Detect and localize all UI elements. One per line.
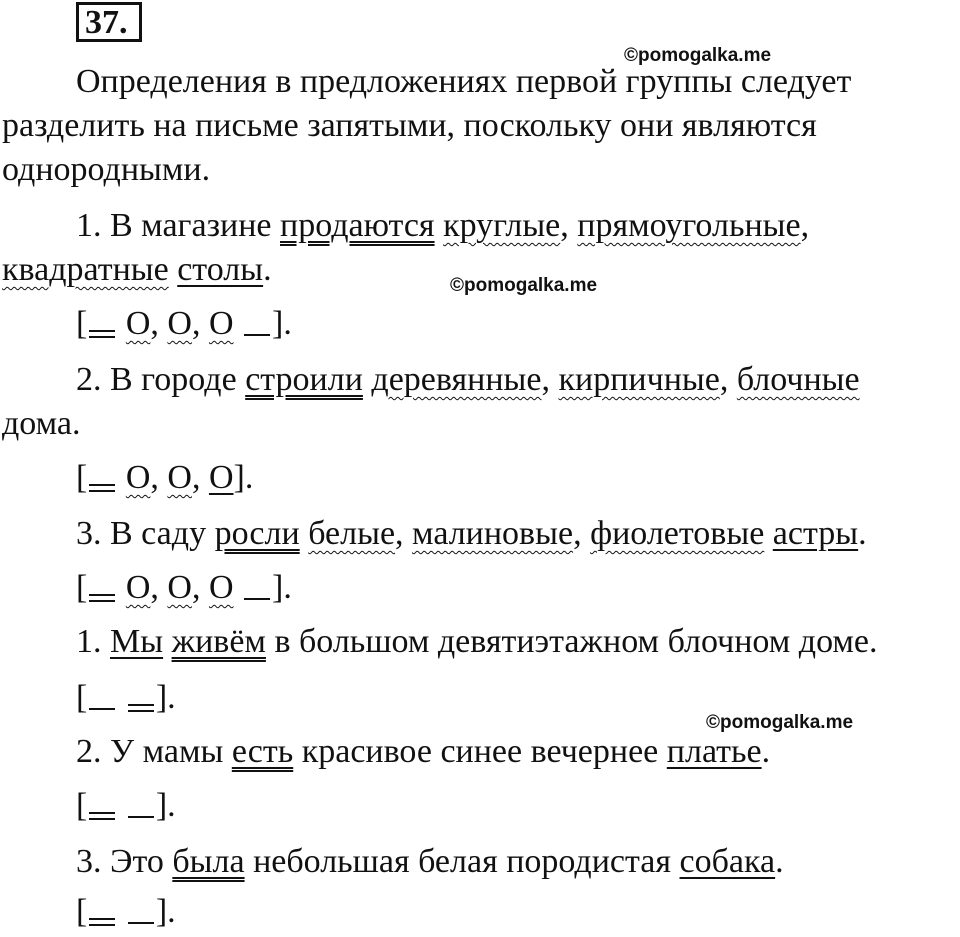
predicate-blank bbox=[87, 314, 117, 334]
predicate: есть bbox=[231, 733, 294, 770]
attribute: кирпичные bbox=[558, 361, 720, 398]
watermark: ©pomogalka.me bbox=[624, 45, 772, 66]
scheme-attribute: О bbox=[208, 305, 234, 342]
sentence-1-1-line-1 bbox=[76, 206, 809, 246]
exercise-number: 37. bbox=[76, 2, 142, 42]
text: , bbox=[191, 459, 209, 496]
predicate-blank bbox=[87, 796, 117, 816]
scheme-1-1 bbox=[76, 304, 292, 344]
bracket: ]. bbox=[233, 459, 254, 496]
text: , bbox=[191, 569, 209, 606]
subject-blank bbox=[126, 902, 156, 922]
text bbox=[300, 515, 309, 552]
text: . bbox=[775, 843, 784, 880]
predicate-blank bbox=[126, 688, 156, 708]
text: , bbox=[150, 569, 168, 606]
attribute: круглые bbox=[443, 207, 561, 244]
sentence-2-3 bbox=[76, 842, 784, 882]
scheme-attribute: О bbox=[167, 569, 192, 606]
predicate-blank bbox=[87, 902, 117, 922]
subject-blank bbox=[126, 796, 156, 816]
subject-blank bbox=[87, 688, 117, 708]
predicate: живём bbox=[171, 623, 266, 660]
text: , bbox=[395, 515, 413, 552]
subject: Мы bbox=[110, 623, 164, 660]
text: , bbox=[541, 361, 559, 398]
text: небольшая белая породистая bbox=[244, 843, 680, 880]
subject: собака bbox=[679, 843, 776, 880]
scheme-1-2 bbox=[76, 458, 253, 498]
scheme-2-2 bbox=[76, 786, 176, 826]
attribute: белые bbox=[308, 515, 396, 552]
subject-blank bbox=[242, 578, 272, 598]
text: 3. Это bbox=[76, 843, 173, 880]
attribute: фиолетовые bbox=[590, 515, 765, 552]
watermark: ©pomogalka.me bbox=[450, 275, 598, 296]
text: , bbox=[560, 207, 578, 244]
text bbox=[764, 515, 773, 552]
predicate: продаются bbox=[280, 207, 435, 244]
predicate-blank bbox=[87, 578, 117, 598]
bracket: ]. bbox=[272, 305, 292, 342]
scheme-attribute: О bbox=[167, 459, 192, 496]
sentence-1-1-line-2 bbox=[2, 250, 272, 290]
scheme-attribute: О bbox=[125, 305, 151, 342]
subject: дома bbox=[2, 405, 73, 442]
predicate: была bbox=[172, 843, 245, 880]
attribute: малиновые bbox=[412, 515, 574, 552]
text: 2. В городе bbox=[76, 361, 246, 398]
attribute: квадратные bbox=[2, 251, 169, 288]
text: , bbox=[573, 515, 591, 552]
intro-line-3: однородными. bbox=[2, 151, 211, 188]
text: , bbox=[719, 361, 737, 398]
watermark: ©pomogalka.me bbox=[706, 712, 854, 733]
scheme-1-3 bbox=[76, 568, 292, 608]
bracket: ]. bbox=[155, 893, 176, 930]
scheme-2-3 bbox=[76, 892, 176, 932]
predicate: росли bbox=[214, 515, 300, 552]
bracket: ]. bbox=[155, 679, 176, 716]
bracket: [ bbox=[76, 893, 88, 930]
text: , bbox=[191, 305, 209, 342]
text: . bbox=[263, 251, 272, 288]
text: . bbox=[761, 733, 771, 770]
subject: астры bbox=[772, 515, 859, 552]
text: 1. В магазине bbox=[76, 207, 280, 244]
sentence-1-2-line-1 bbox=[76, 360, 860, 400]
text: 2. У мамы bbox=[76, 733, 232, 770]
sentence-1-2-line-2 bbox=[2, 404, 81, 444]
text bbox=[169, 251, 178, 288]
scheme-attribute: О bbox=[125, 459, 151, 496]
attribute: деревянные bbox=[371, 361, 542, 398]
attribute: блочные bbox=[736, 361, 860, 398]
scheme-attribute: О bbox=[208, 569, 234, 606]
scheme-2-1 bbox=[76, 678, 176, 718]
predicate-blank bbox=[87, 468, 117, 488]
text: , bbox=[150, 459, 168, 496]
scheme-subject: О bbox=[208, 459, 234, 496]
text: , bbox=[800, 207, 810, 244]
text: . bbox=[858, 515, 867, 552]
scheme-attribute: О bbox=[125, 569, 151, 606]
subject: столы bbox=[177, 251, 264, 288]
bracket: [ bbox=[76, 679, 88, 716]
subject: платье bbox=[666, 733, 762, 770]
bracket: [ bbox=[76, 305, 88, 342]
text: 3. В саду bbox=[76, 515, 215, 552]
text: 1. bbox=[76, 623, 110, 660]
intro-line-1: Определения в предложениях первой группы следует bbox=[76, 63, 852, 100]
bracket: [ bbox=[76, 569, 88, 606]
text: красивое синее вечернее bbox=[293, 733, 667, 770]
bracket: [ bbox=[76, 787, 88, 824]
sentence-2-2 bbox=[76, 732, 770, 772]
sentence-1-3 bbox=[76, 514, 867, 554]
text: в большом девятиэтажном блочном доме. bbox=[265, 623, 878, 660]
predicate: строили bbox=[245, 361, 363, 398]
text bbox=[435, 207, 444, 244]
intro-line-2: разделить на письме запятыми, поскольку они являются bbox=[2, 107, 817, 144]
subject-blank bbox=[242, 314, 272, 334]
text: , bbox=[150, 305, 168, 342]
scheme-attribute: О bbox=[167, 305, 192, 342]
bracket: [ bbox=[76, 459, 88, 496]
text bbox=[163, 623, 172, 660]
bracket: ]. bbox=[155, 787, 176, 824]
sentence-2-1 bbox=[76, 622, 878, 662]
bracket: ]. bbox=[272, 569, 292, 606]
text: . bbox=[72, 405, 81, 442]
attribute: прямоугольные bbox=[577, 207, 801, 244]
